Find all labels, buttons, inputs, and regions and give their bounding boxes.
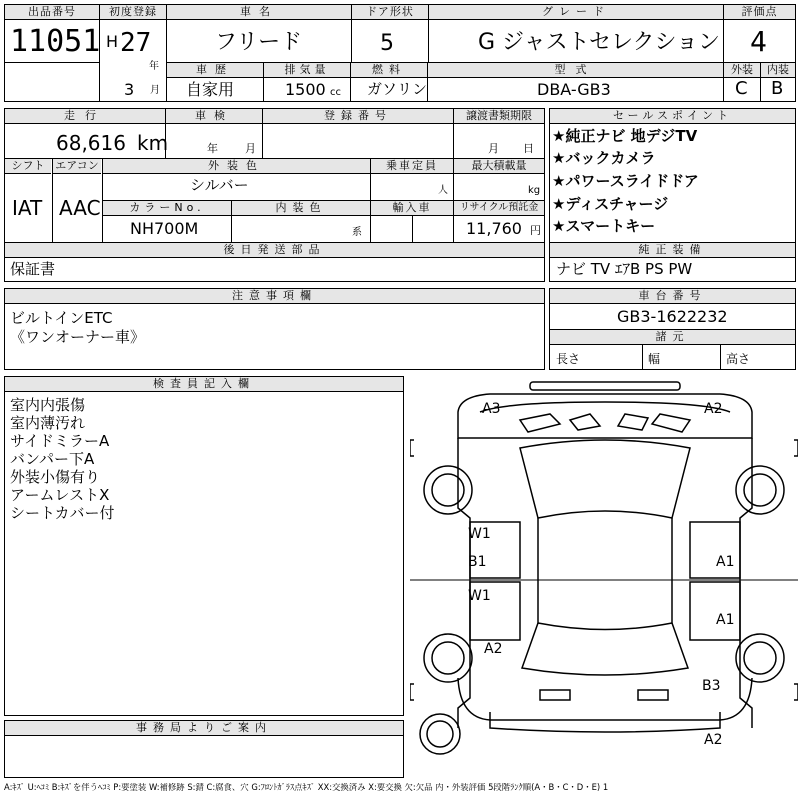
mileage-value: 68,616 bbox=[56, 131, 126, 155]
transfer-day-unit: 日 bbox=[523, 142, 534, 155]
mark-a1-right-lower: A1 bbox=[716, 612, 735, 628]
inspector-label: 検査員記入欄 bbox=[5, 377, 403, 392]
office-label: 事務局よりご案内 bbox=[5, 721, 403, 736]
interior-color-unit: 系 bbox=[352, 227, 362, 238]
history-value: 自家用 bbox=[186, 80, 235, 99]
height-label: 高さ bbox=[726, 352, 751, 366]
history-label: 車歴 bbox=[167, 63, 263, 78]
inspector-line: シートカバー付 bbox=[10, 504, 115, 522]
transfer-deadline-label: 譲渡書類期限 bbox=[454, 109, 544, 124]
sales-point-item: ★ディスチャージ bbox=[552, 195, 669, 213]
inspector-line: アームレストX bbox=[10, 486, 110, 504]
max-load-unit: kg bbox=[528, 185, 541, 196]
aircon-label: エアコン bbox=[53, 159, 101, 174]
model-value: DBA-GB3 bbox=[537, 80, 611, 99]
notes-label: 注意事項欄 bbox=[5, 289, 544, 304]
aircon-value: AAC bbox=[59, 196, 101, 220]
inspector-line: バンパー下A bbox=[10, 450, 95, 468]
mark-a2-front-right: A2 bbox=[704, 401, 723, 417]
exterior-color-value: シルバー bbox=[190, 176, 249, 194]
shift-label: シフト bbox=[5, 159, 51, 174]
interior-color-label: 内装色 bbox=[232, 201, 370, 216]
length-label: 長さ bbox=[556, 352, 581, 366]
color-number-label: カラーNo. bbox=[103, 201, 231, 216]
registration-month: 3 bbox=[124, 80, 135, 99]
max-load-label: 最大積載量 bbox=[454, 159, 544, 174]
mark-a3-front-left: A3 bbox=[482, 401, 501, 417]
registration-month-unit: 月 bbox=[150, 85, 160, 96]
genuine-equipment-value: ナビ TV ｴｱB PS PW bbox=[556, 260, 693, 278]
import-car-label: 輸入車 bbox=[371, 201, 453, 216]
fuel-value: ガソリン bbox=[367, 80, 428, 98]
inspection-label: 車検 bbox=[166, 109, 262, 124]
registration-year-unit: 年 bbox=[149, 61, 159, 72]
shift-value: IAT bbox=[12, 196, 43, 220]
later-parts-value: 保証書 bbox=[10, 260, 56, 278]
notes-line: 《ワンオーナー車》 bbox=[10, 328, 146, 346]
mark-a1-right-upper: A1 bbox=[716, 554, 735, 570]
registration-year: 27 bbox=[120, 28, 152, 58]
plate-number-label: 登録番号 bbox=[263, 109, 453, 124]
color-number-value: NH700M bbox=[130, 219, 199, 238]
interior-score-label: 内装 bbox=[761, 63, 795, 78]
mark-w1-upper: W1 bbox=[468, 526, 491, 542]
displacement-label: 排気量 bbox=[264, 63, 350, 78]
grade-label: グレード bbox=[429, 5, 723, 20]
score-value: 4 bbox=[750, 25, 767, 58]
first-registration-label: 初度登録 bbox=[100, 5, 166, 20]
inspector-line: サイドミラーA bbox=[10, 432, 110, 450]
recycle-deposit-unit: 円 bbox=[530, 224, 541, 237]
exterior-score-value: C bbox=[735, 78, 748, 99]
door-type-label: ドア形状 bbox=[352, 5, 428, 20]
exterior-color-label: 外装色 bbox=[103, 159, 370, 174]
interior-score-value: B bbox=[771, 78, 784, 99]
car-damage-diagram bbox=[410, 378, 798, 756]
notes-line: ビルトインETC bbox=[10, 309, 113, 327]
sales-point-item: ★パワースライドドア bbox=[552, 172, 699, 190]
mileage-unit: km bbox=[137, 131, 169, 155]
legend: A:ｷｽﾞ U:ﾍｺﾐ B:ｷｽﾞを伴うﾍｺﾐ P:要塗装 W:補修跡 S:錆 C:腐食、穴 G:ﾌﾛﾝﾄｶﾞﾗｽ点ｷｽﾞ XX:交換済み X:要交換 欠:欠品 内・外装評価 5段階ﾗﾝｸ順(A・B・C・D・E) 1 bbox=[4, 783, 609, 792]
mark-b3-rear-right: B3 bbox=[702, 678, 721, 694]
door-type-value: 5 bbox=[380, 31, 394, 56]
lot-number-value: 11051 bbox=[10, 24, 101, 59]
sales-points-label: セールスポイント bbox=[550, 109, 795, 124]
mileage-label: 走行 bbox=[5, 109, 165, 124]
grade-value: G ジャストセレクション bbox=[478, 30, 721, 55]
inspection-year-unit: 年 bbox=[207, 142, 218, 155]
later-parts-label: 後日発送部品 bbox=[5, 243, 544, 258]
sales-point-item: ★バックカメラ bbox=[552, 149, 656, 167]
inspection-month-unit: 月 bbox=[245, 142, 256, 155]
recycle-deposit-label: リサイクル預託金 bbox=[454, 201, 544, 216]
width-label: 幅 bbox=[648, 352, 661, 366]
chassis-number-value: GB3-1622232 bbox=[617, 307, 728, 326]
inspector-line: 室内内張傷 bbox=[10, 396, 86, 414]
displacement-value: 1500 bbox=[285, 80, 326, 99]
car-name-value: フリード bbox=[215, 30, 303, 55]
genuine-equipment-label: 純正装備 bbox=[550, 243, 795, 258]
mark-a2-rear-left: A2 bbox=[484, 641, 503, 657]
model-label: 型式 bbox=[428, 63, 723, 78]
specs-label: 諸元 bbox=[550, 330, 795, 345]
fuel-label: 燃料 bbox=[351, 63, 427, 78]
capacity-unit: 人 bbox=[438, 185, 448, 196]
chassis-number-label: 車台番号 bbox=[550, 289, 795, 304]
lot-number-label: 出品番号 bbox=[5, 5, 99, 20]
mark-a2-bottom: A2 bbox=[704, 732, 723, 748]
inspector-line: 室内薄汚れ bbox=[10, 414, 86, 432]
score-label: 評価点 bbox=[724, 5, 795, 20]
car-name-label: 車名 bbox=[167, 5, 351, 20]
transfer-month-unit: 月 bbox=[488, 142, 499, 155]
exterior-score-label: 外装 bbox=[724, 63, 760, 78]
capacity-label: 乗車定員 bbox=[371, 159, 453, 174]
mark-b1-left: B1 bbox=[468, 554, 487, 570]
recycle-deposit-value: 11,760 bbox=[466, 219, 522, 238]
inspector-line: 外装小傷有り bbox=[10, 468, 101, 486]
registration-era: H bbox=[106, 32, 119, 51]
mark-w1-lower: W1 bbox=[468, 588, 491, 604]
displacement-unit: cc bbox=[330, 87, 341, 98]
sales-point-item: ★スマートキー bbox=[552, 217, 656, 235]
sales-point-item: ★純正ナビ 地デジTV bbox=[552, 127, 698, 145]
